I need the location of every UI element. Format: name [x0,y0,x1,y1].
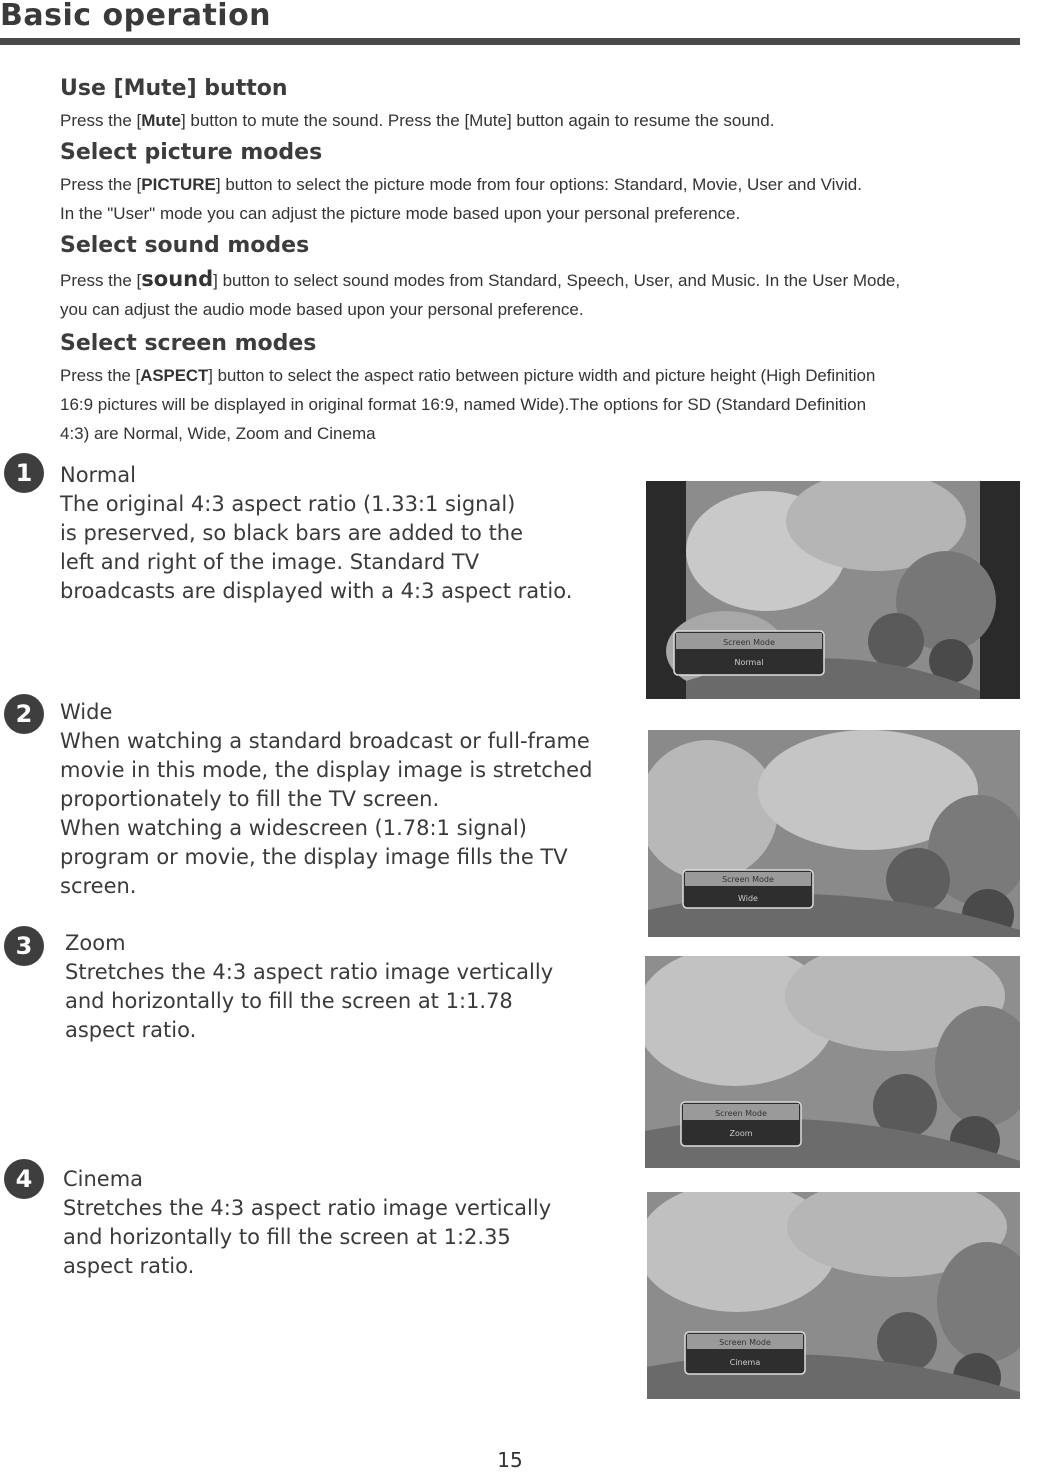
section-line: Press the [PICTURE] button to select the picture mode from four options: Standard, Movie, User and Vivid. [60,175,862,194]
osd-value: Wide [738,894,758,903]
mode-line: broadcasts are displayed with a 4:3 aspect ratio. [60,579,573,603]
mode-line: screen. [60,874,137,898]
osd-title: Screen Mode [723,638,775,647]
osd-title: Screen Mode [715,1109,767,1118]
mode-line: Stretches the 4:3 aspect ratio image vertically [65,960,554,984]
mode-line: and horizontally to fill the screen at 1:1.78 [65,989,513,1013]
mode-line: Stretches the 4:3 aspect ratio image vertically [63,1196,552,1220]
section-picture-modes [60,140,1035,228]
osd-title: Screen Mode [719,1338,771,1347]
osd-value: Normal [734,658,764,667]
mode-line: aspect ratio. [65,1018,197,1042]
mode-line: is preserved, so black bars are added to the [60,521,524,545]
page-title: Basic operation [0,0,272,33]
section-line: you can adjust the audio mode based upon your personal preference. [60,300,584,319]
mode-line: The original 4:3 aspect ratio (1.33:1 signal) [60,492,516,516]
page-number: 15 [497,1448,523,1472]
section-mute [60,76,1035,135]
section-line: In the "User" mode you can adjust the picture mode based upon your personal preference. [60,204,741,223]
mode-name: Wide [60,700,113,724]
section-sound-modes [60,233,1035,324]
section-line: Press the [ASPECT] button to select the aspect ratio between picture width and picture height (High Definition [60,366,876,385]
screen-image-normal [646,481,1020,699]
section-heading: Use [Mute] button [60,76,288,101]
mode-name: Zoom [65,931,126,955]
osd-title: Screen Mode [722,875,774,884]
mode-line: aspect ratio. [63,1254,195,1278]
mode-normal-text [60,461,572,606]
mode-wide-text [60,698,592,901]
section-heading: Select screen modes [60,331,317,356]
osd-value: Zoom [729,1129,753,1138]
mode-zoom-text [65,929,553,1045]
mode-line: proportionately to fill the TV screen. [60,787,440,811]
mode-name: Cinema [63,1167,144,1191]
section-line: Press the [sound] button to select sound modes from Standard, Speech, User, and Music. In the User Mode, [60,267,901,291]
mode-line: When watching a widescreen (1.78:1 signal) [60,816,527,840]
mode-line: When watching a standard broadcast or full-frame [60,729,590,753]
screen-image-zoom [645,956,1020,1168]
mode-cinema-text [63,1165,551,1281]
screen-image-wide [648,730,1020,937]
mode-line: program or movie, the display image fills the TV [60,845,568,869]
osd-value: Cinema [729,1358,761,1367]
section-line: 4:3) are Normal, Wide, Zoom and Cinema [60,424,376,443]
section-heading: Select picture modes [60,140,323,165]
mode-line: movie in this mode, the display image is stretched [60,758,593,782]
number-badge-4: 4 [4,1159,44,1199]
number-badge-3: 3 [4,926,44,966]
mode-name: Normal [60,463,136,487]
mode-line: left and right of the image. Standard TV [60,550,480,574]
mode-line: and horizontally to fill the screen at 1:2.35 [63,1225,511,1249]
screen-image-cinema [647,1192,1020,1399]
section-line: 16:9 pictures will be displayed in original format 16:9, named Wide).The options for SD (Standard Definition [60,395,867,414]
section-line: Press the [Mute] button to mute the sound. Press the [Mute] button again to resume the sound. [60,111,775,130]
number-badge-2: 2 [4,694,44,734]
title-divider [0,38,1020,45]
section-screen-modes [60,331,1035,448]
section-heading: Select sound modes [60,233,310,258]
number-badge-1: 1 [4,453,44,493]
